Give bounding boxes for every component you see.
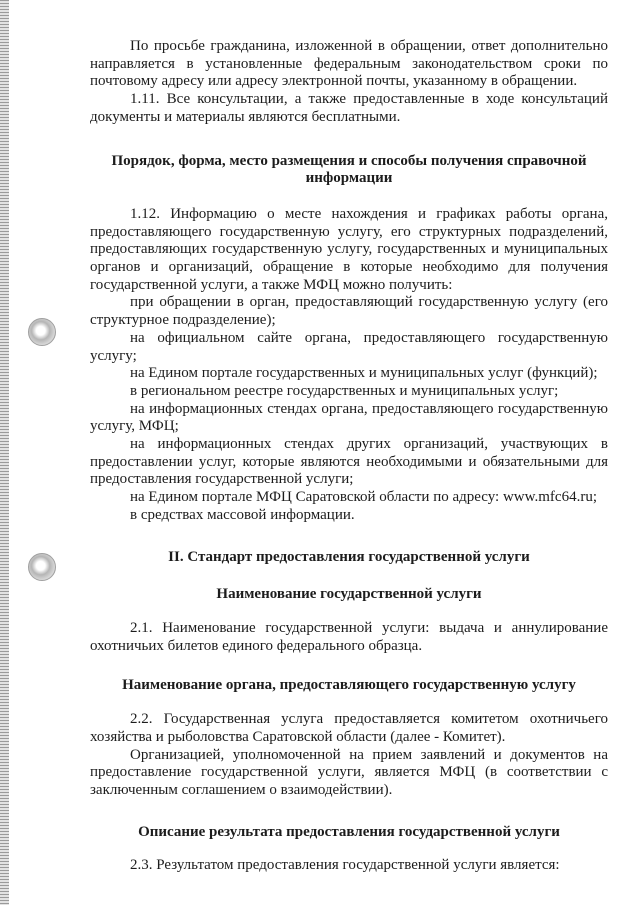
paragraph-response-by-mail: По просьбе гражданина, изложенной в обращении, ответ дополнительно направляется в установленные федеральным законодательством сроки по почтовому адресу или адресу электронной почты, указанному в обращении. bbox=[90, 38, 608, 90]
document-page bbox=[90, 38, 608, 875]
paragraph-2-3: 2.3. Результатом предоставления государственной услуги является: bbox=[130, 857, 560, 874]
list-item-info-source-7: на Едином портале МФЦ Саратовской области по адресу: www.mfc64.ru; bbox=[130, 489, 597, 506]
paragraph-2-1: 2.1. Наименование государственной услуги: выдача и аннулирование охотничьих билетов единого федерального образца. bbox=[90, 619, 608, 654]
list-item-info-source-4: в региональном реестре государственных и муниципальных услуг; bbox=[130, 382, 559, 399]
scanned-page-edge bbox=[0, 0, 9, 905]
heading-authority: Наименование органа, предоставляющего государственную услугу bbox=[122, 677, 576, 694]
heading-service-name: Наименование государственной услуги bbox=[216, 586, 482, 603]
list-item-info-source-8: в средствах массовой информации. bbox=[130, 506, 355, 523]
punch-hole-bottom bbox=[28, 553, 56, 581]
paragraph-2-2: 2.2. Государственная услуга предоставляется комитетом охотничьего хозяйства и рыболовства Саратовской области (далее - Комитет). bbox=[90, 711, 608, 745]
paragraph-1-12: 1.12. Информацию о месте нахождения и графиках работы органа, предоставляющего государственную услугу, его структурных подразделений, предоставляющих государственную услугу, государственных и муниципальных органов и организаций, обращение в которые необходимо для получения государственной услуги, а также МФЦ можно получить: bbox=[90, 205, 608, 293]
paragraph-mfc-authorized: Организацией, уполномоченной на прием заявлений и документов на предоставление государственной услуги, является МФЦ (в соответствии с заключенным соглашением о взаимодействии). bbox=[90, 746, 608, 798]
list-item-info-source-6: на информационных стендах других организаций, участвующих в предоставлении услуг, которые являются необходимыми и обязательными для предоставления государственной услуги; bbox=[90, 436, 608, 488]
heading-info-procedure: Порядок, форма, место размещения и способы получения справочной информации bbox=[111, 152, 587, 187]
heading-result-description: Описание результата предоставления государственной услуги bbox=[138, 823, 560, 840]
list-item-info-source-2: на официальном сайте органа, предоставляющего государственную услугу; bbox=[90, 329, 608, 364]
list-item-info-source-5: на информационных стендах органа, предоставляющего государственную услугу, МФЦ; bbox=[90, 400, 608, 435]
heading-section-2-standard: II. Стандарт предоставления государственной услуги bbox=[168, 548, 530, 565]
list-item-info-source-3: на Едином портале государственных и муниципальных услуг (функций); bbox=[130, 365, 598, 382]
punch-hole-top bbox=[28, 318, 56, 346]
paragraph-1-11: 1.11. Все консультации, а также предоставленные в ходе консультаций документы и материалы являются бесплатными. bbox=[90, 91, 608, 125]
list-item-info-source-1: при обращении в орган, предоставляющий государственную услугу (его структурное подразделение); bbox=[90, 294, 608, 329]
